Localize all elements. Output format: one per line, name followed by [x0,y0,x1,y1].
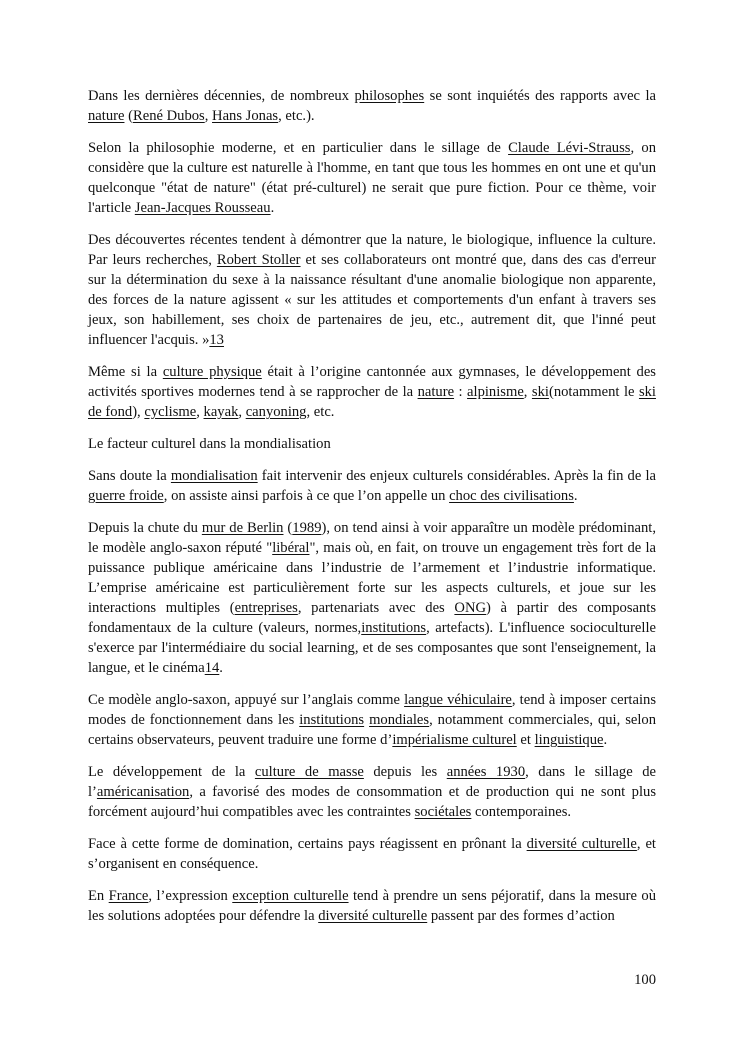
text-run: était à l’origine cantonnée aux gymnases, le développement des activités sportives modernes tend à se rapprocher de la [88,364,656,400]
hyperlink[interactable]: Claude Lévi-Strauss [508,140,631,156]
text-run: ", mais où, en fait, on trouve un engagement très fort de la puissance publique américaine dans l’industrie de l’armement et l’industrie informatique. L’emprise américaine est particulièrement forte sur les aspects culturels, et joue sur les interactions multiples ( [88,540,656,616]
text-run: , on assiste ainsi parfois à ce que l’on appelle un [163,488,450,504]
text-run: fait intervenir des enjeux culturels considérables. Après la fin de la [257,468,656,484]
hyperlink[interactable]: institutions [299,712,365,728]
paragraph [88,834,656,874]
text-run: , on considère que la culture est naturelle à l'homme, en tant que tous les hommes en ont une et qu'un quelconque "état de nature" (état pré-culturel) ne serait que pure fiction. Pour ce thème, voir l'article [88,140,656,216]
hyperlink[interactable]: impérialisme culturel [392,732,517,748]
hyperlink[interactable]: canyoning [245,404,307,420]
text-run: Des découvertes récentes tendent à démontrer que la nature, le biologique, influence la culture. Par leurs recherches, [88,232,656,268]
hyperlink[interactable]: culture physique [162,364,262,380]
page-number: 100 [634,972,656,988]
text-run: contemporaines. [471,804,572,820]
text-run: passent par des formes d’action [427,908,615,924]
hyperlink[interactable]: mondiales [369,712,430,728]
paragraph [88,690,656,750]
text-run: , dans le sillage de l’ [88,764,656,800]
hyperlink[interactable]: mondialisation [170,468,258,484]
hyperlink[interactable]: kayak [203,404,239,420]
hyperlink[interactable]: institutions [361,620,427,636]
hyperlink[interactable]: exception culturelle [232,888,349,904]
text-run: et [516,732,535,748]
text-run: , [204,108,213,124]
text-run: , [523,384,532,400]
paragraph [88,86,656,126]
paragraph [88,762,656,822]
paragraph [88,886,656,926]
text-run: En [88,888,109,904]
hyperlink[interactable]: 14 [204,660,220,676]
text-run: ), [132,404,145,420]
text-run: . [603,732,608,748]
text-run: Ce modèle anglo-saxon, appuyé sur l’anglais comme [88,692,405,708]
text-run: et ses collaborateurs ont montré que, dans des cas d'erreur sur la détermination du sexe à la naissance résultant d'une anomalie biologique non apparente, des forces de la nature agissent « sur les attitudes et comportements d'un enfant à travers ses jeux, son habillement, ses choix de partenaires de jeu, etc., autrement dit, que l'inné peut influencer l'acquis. » [88,252,656,348]
text-run: , etc.). [278,108,315,124]
text-run: , tend à imposer certains modes de fonctionnement dans les [88,692,656,728]
hyperlink[interactable]: René Dubos [132,108,205,124]
hyperlink[interactable]: 13 [209,332,224,348]
hyperlink[interactable]: ski [531,384,549,400]
hyperlink[interactable]: mur de Berlin [201,520,284,536]
hyperlink[interactable]: culture de masse [254,764,364,780]
text-run: , et s’organisent en conséquence. [88,836,656,872]
text-run: ) à partir des composants fondamentaux de la culture (valeurs, normes, [88,600,657,636]
text-run: . [270,200,275,216]
text-run: depuis les [363,764,447,780]
text-run: , etc. [306,404,335,420]
text-run: tend à prendre un sens péjoratif, dans la mesure où les solutions adoptées pour défendre la [88,888,656,924]
hyperlink[interactable]: nature [417,384,455,400]
text-run: Même si la [88,364,163,380]
paragraph [88,518,656,678]
hyperlink[interactable]: Hans Jonas [212,108,279,124]
text-run: Depuis la chute du [88,520,202,536]
text-run: ( [124,108,133,124]
text-run: Le facteur culturel dans la mondialisation [88,436,331,452]
text-run: : [454,384,468,400]
text-run: . [219,660,223,676]
paragraph [88,138,656,218]
hyperlink[interactable]: langue véhiculaire [404,692,512,708]
hyperlink[interactable]: alpinisme [467,384,524,400]
hyperlink[interactable]: France [108,888,149,904]
text-run: ( [283,520,293,536]
hyperlink[interactable]: linguistique [534,732,604,748]
text-run: , [238,404,246,420]
text-run: ), on tend ainsi à voir apparaître un modèle prédominant, le modèle anglo-saxon réputé " [88,520,657,556]
hyperlink[interactable]: sociétales [414,804,472,820]
section-heading [88,434,656,454]
text-run: . [573,488,578,504]
hyperlink[interactable]: 1989 [292,520,322,536]
hyperlink[interactable]: diversité culturelle [526,836,637,852]
hyperlink[interactable]: choc des civilisations [449,488,574,504]
text-run: , partenariats avec des [297,600,455,616]
hyperlink[interactable]: ONG [454,600,487,616]
document-body [88,86,656,938]
text-run: Dans les dernières décennies, de nombreux [88,88,355,104]
text-run: , [196,404,204,420]
hyperlink[interactable]: Jean-Jacques Rousseau [134,200,271,216]
hyperlink[interactable]: américanisation [96,784,190,800]
text-run: Face à cette forme de domination, certains pays réagissent en prônant la [88,836,527,852]
text-run: , artefacts). L'influence socioculturelle s'exerce par l'intermédiaire du social learning, et de ses composantes que sont l'enseignement, la langue, et le cinéma [88,620,657,676]
text-run: , notamment commerciales, qui, selon certains observateurs, peuvent traduire une forme d’ [88,712,657,748]
hyperlink[interactable]: Robert Stoller [216,252,301,268]
text-run: Le développement de la [88,764,255,780]
hyperlink[interactable]: années 1930 [446,764,526,780]
text-run: se sont inquiétés des rapports avec la [424,88,656,104]
text-run: (notamment le [548,384,639,400]
paragraph [88,230,656,350]
text-run: , l’expression [148,888,233,904]
paragraph [88,466,656,506]
hyperlink[interactable]: cyclisme [144,404,197,420]
hyperlink[interactable]: nature [88,108,125,124]
hyperlink[interactable]: philosophes [354,88,425,104]
hyperlink[interactable]: guerre froide [88,488,164,504]
paragraph [88,362,656,422]
text-run: Selon la philosophie moderne, et en particulier dans le sillage de [88,140,509,156]
hyperlink[interactable]: libéral [272,540,310,556]
hyperlink[interactable]: ski de fond [88,384,656,420]
hyperlink[interactable]: entreprises [234,600,298,616]
hyperlink[interactable]: diversité culturelle [318,908,428,924]
text-run: , a favorisé des modes de consommation et de production qui ne sont plus forcément aujourd’hui compatibles avec les contraintes [88,784,656,820]
text-run: Sans doute la [88,468,171,484]
